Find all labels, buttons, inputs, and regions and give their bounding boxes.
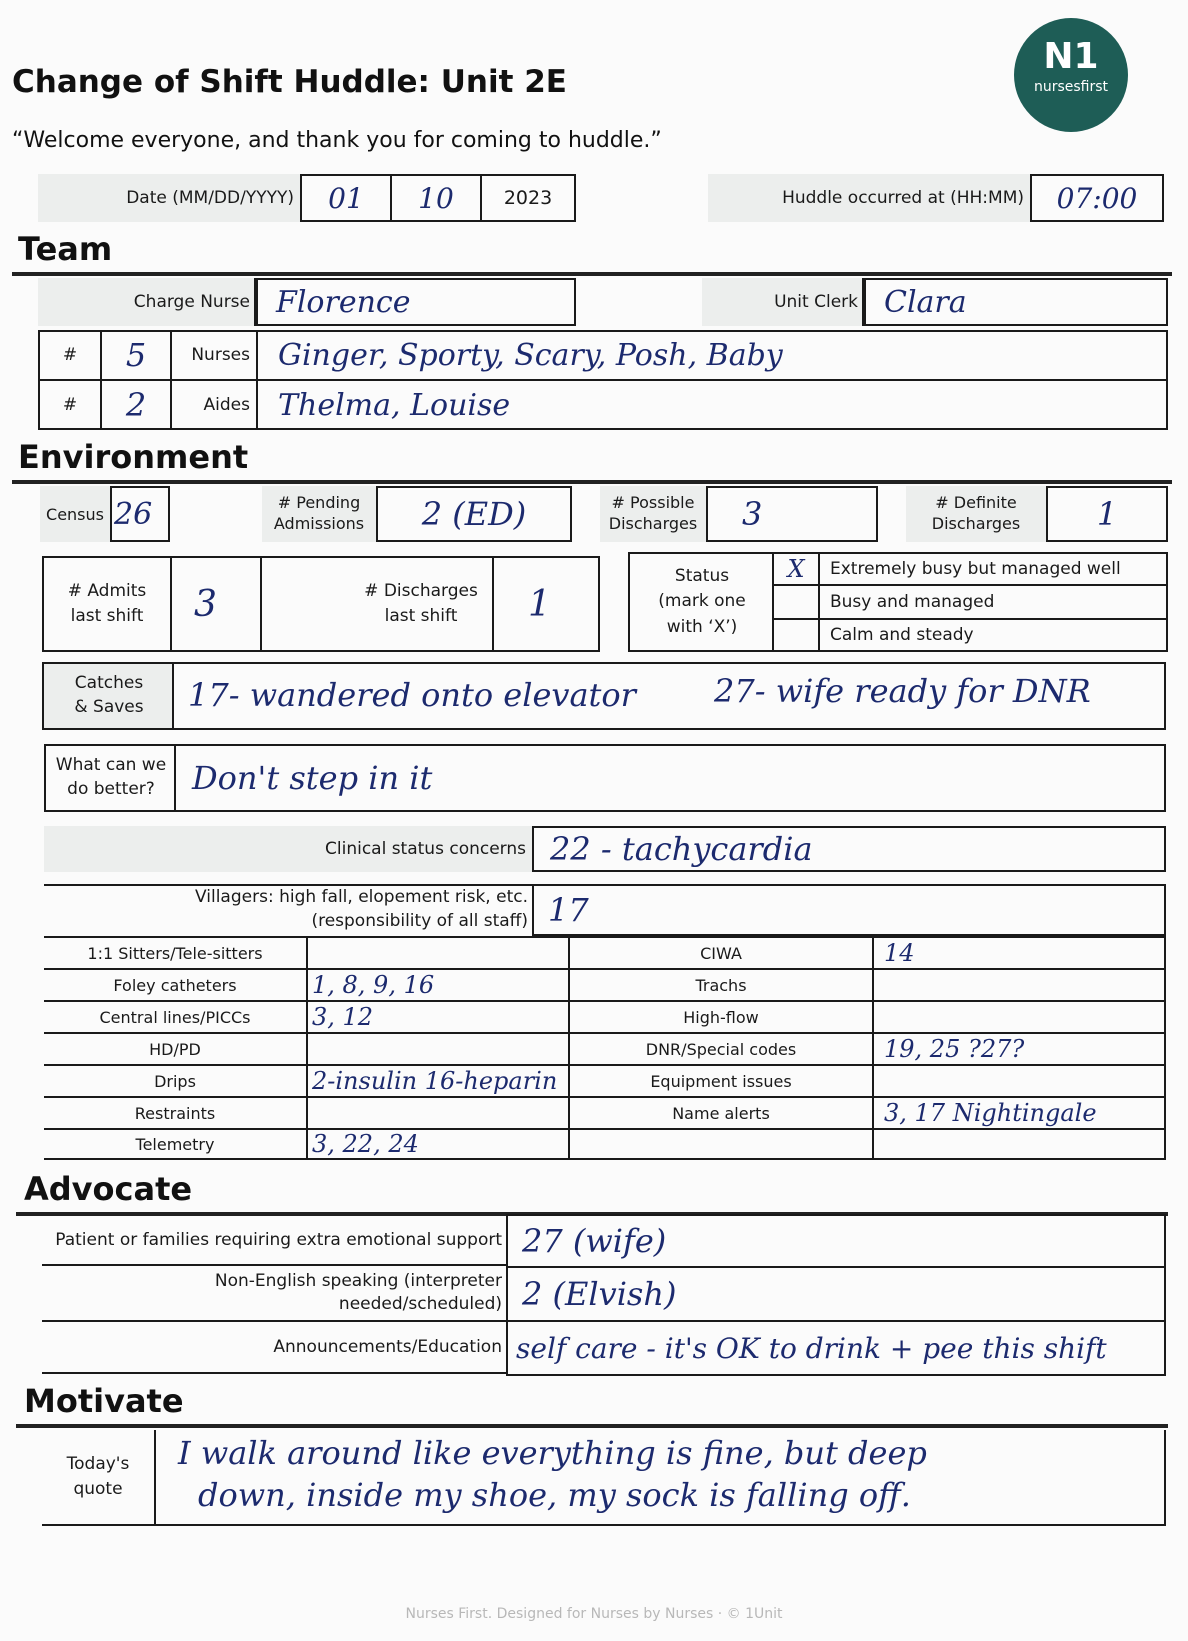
nurses-hash: # [62,345,78,365]
motivate-rule [16,1424,1168,1428]
villagers-label-line2: (responsibility of all staff) [311,910,528,931]
villagers-label-line1: Villagers: high fall, elopement risk, etc. [195,887,528,907]
grid-right-label: Name alerts [568,1096,872,1128]
grid-left-value[interactable]: 1, 8, 9, 16 [306,968,568,1000]
admits-label: # Admits last shift [42,556,170,652]
quote-line-2: down, inside my shoe, my sock is falling off. [198,1476,911,1514]
grid-right-value[interactable]: 14 [872,936,1166,968]
page-title: Change of Shift Huddle: Unit 2E [12,64,567,100]
announcements-value[interactable]: self care - it's OK to drink + pee this shift [506,1320,1166,1376]
better-label: What can we do better? [44,744,176,812]
clinical-value[interactable]: 22 - tachycardia [532,826,1166,872]
staff-col3 [256,330,258,430]
emotional-value[interactable]: 27 (wife) [506,1214,1166,1268]
grid-right-value[interactable] [872,1000,1166,1032]
grid-right-label: DNR/Special codes [568,1032,872,1064]
admits-spacer [262,556,350,652]
grid-right-value[interactable] [872,1128,1166,1160]
grid-left-label: Central lines/PICCs [44,1000,306,1032]
aides-hash: # [62,395,78,415]
grid-right-value[interactable]: 19, 25 ?27? [872,1032,1166,1064]
aides-label: Aides [203,395,250,415]
status-label: Status (mark one with ‘X’) [628,552,774,652]
grid-left-label: Drips [44,1064,306,1096]
charge-nurse-label: Charge Nurse [38,278,256,326]
catches-label: Catches & Saves [42,662,174,730]
pending-value[interactable]: 2 (ED) [376,486,572,542]
census-value[interactable]: 26 [110,486,170,542]
catch-item-1: 17- wandered onto elevator [188,676,636,714]
announcements-label: Announcements/Education [42,1322,508,1374]
huddle-time-value[interactable]: 07:00 [1030,174,1164,222]
grid-left-value[interactable] [306,936,568,968]
catches-value[interactable] [172,662,1166,730]
status-mark-3[interactable] [772,618,820,652]
villagers-value[interactable]: 17 [532,884,1166,936]
grid-left-value[interactable]: 2-insulin 16-heparin [306,1064,568,1096]
possible-value[interactable]: 3 [706,486,878,542]
grid-left-value[interactable]: 3, 12 [306,1000,568,1032]
nursesfirst-logo [1014,18,1128,132]
environment-rule [12,480,1172,484]
date-year[interactable]: 2023 [480,174,576,222]
status-option-2: Busy and managed [818,584,1168,620]
definite-label: # Definite Discharges [906,486,1048,542]
grid-left-label: Foley catheters [44,968,306,1000]
grid-right-label: High-flow [568,1000,872,1032]
quote-label: Today's quote [42,1430,156,1526]
non-english-label-line1: Non-English speaking (interpreter [214,1271,502,1291]
grid-left-value[interactable]: 3, 22, 24 [306,1128,568,1160]
grid-right-value[interactable] [872,1064,1166,1096]
discharges-value[interactable]: 1 [492,556,600,652]
grid-right-label: Equipment issues [568,1064,872,1096]
nurses-count[interactable]: 5 [125,336,147,374]
grid-right-label: CIWA [568,936,872,968]
non-english-label [42,1268,508,1322]
nurses-value[interactable]: Ginger, Sporty, Scary, Posh, Baby [278,337,783,373]
logo-text: nursesfirst [1033,79,1109,95]
better-value[interactable]: Don't step in it [174,744,1166,812]
grid-left-value[interactable] [306,1032,568,1064]
grid-right-label [568,1128,872,1160]
grid-left-label: HD/PD [44,1032,306,1064]
aides-count[interactable]: 2 [125,386,147,424]
non-english-label-line2: needed/scheduled) [338,1293,502,1314]
team-heading: Team [18,230,113,268]
advocate-heading: Advocate [24,1170,193,1208]
clinical-label: Clinical status concerns [44,826,534,872]
nurses-label: Nurses [191,345,250,365]
admits-value[interactable]: 3 [170,556,262,652]
quote-value[interactable] [156,1430,1166,1526]
footer-text: Nurses First. Designed for Nurses by Nurses · © 1Unit [405,1606,783,1622]
grid-right-value[interactable] [872,968,1166,1000]
date-month[interactable]: 01 [300,174,392,222]
clinical-grid [44,936,1166,1160]
date-day[interactable]: 10 [390,174,482,222]
census-label: Census [40,486,112,542]
pending-label: # Pending Admissions [262,486,378,542]
possible-label: # Possible Discharges [600,486,708,542]
status-mark-1[interactable]: X [772,552,820,586]
status-option-3: Calm and steady [818,618,1168,652]
grid-left-label: 1:1 Sitters/Tele-sitters [44,936,306,968]
environment-heading: Environment [18,438,249,476]
grid-left-label: Telemetry [44,1128,306,1160]
unit-clerk-value[interactable]: Clara [864,278,1168,326]
team-rule [12,272,1172,276]
status-option-1: Extremely busy but managed well [818,552,1168,586]
catch-item-2: 27- wife ready for DNR [714,672,1091,710]
definite-value[interactable]: 1 [1046,486,1168,542]
quote-line-1: I walk around like everything is fine, but deep [178,1434,927,1472]
logo-mark: N1 [1043,36,1099,77]
emotional-label: Patient or families requiring extra emotional support [42,1216,508,1266]
aides-value[interactable]: Thelma, Louise [278,387,511,423]
grid-left-label: Restraints [44,1096,306,1128]
status-mark-2[interactable] [772,584,820,620]
non-english-value[interactable]: 2 (Elvish) [506,1266,1166,1322]
grid-right-label: Trachs [568,968,872,1000]
welcome-text: “Welcome everyone, and thank you for coming to huddle.” [12,128,662,153]
charge-nurse-value[interactable]: Florence [256,278,576,326]
grid-right-value[interactable]: 3, 17 Nightingale [872,1096,1166,1128]
status-options [772,552,1168,652]
villagers-label [44,884,534,936]
grid-left-value[interactable] [306,1096,568,1128]
date-label: Date (MM/DD/YYYY) [38,174,300,222]
discharges-label: # Discharges last shift [350,556,492,652]
huddle-time-label: Huddle occurred at (HH:MM) [708,174,1032,222]
motivate-heading: Motivate [24,1382,184,1420]
unit-clerk-label: Unit Clerk [702,278,864,326]
